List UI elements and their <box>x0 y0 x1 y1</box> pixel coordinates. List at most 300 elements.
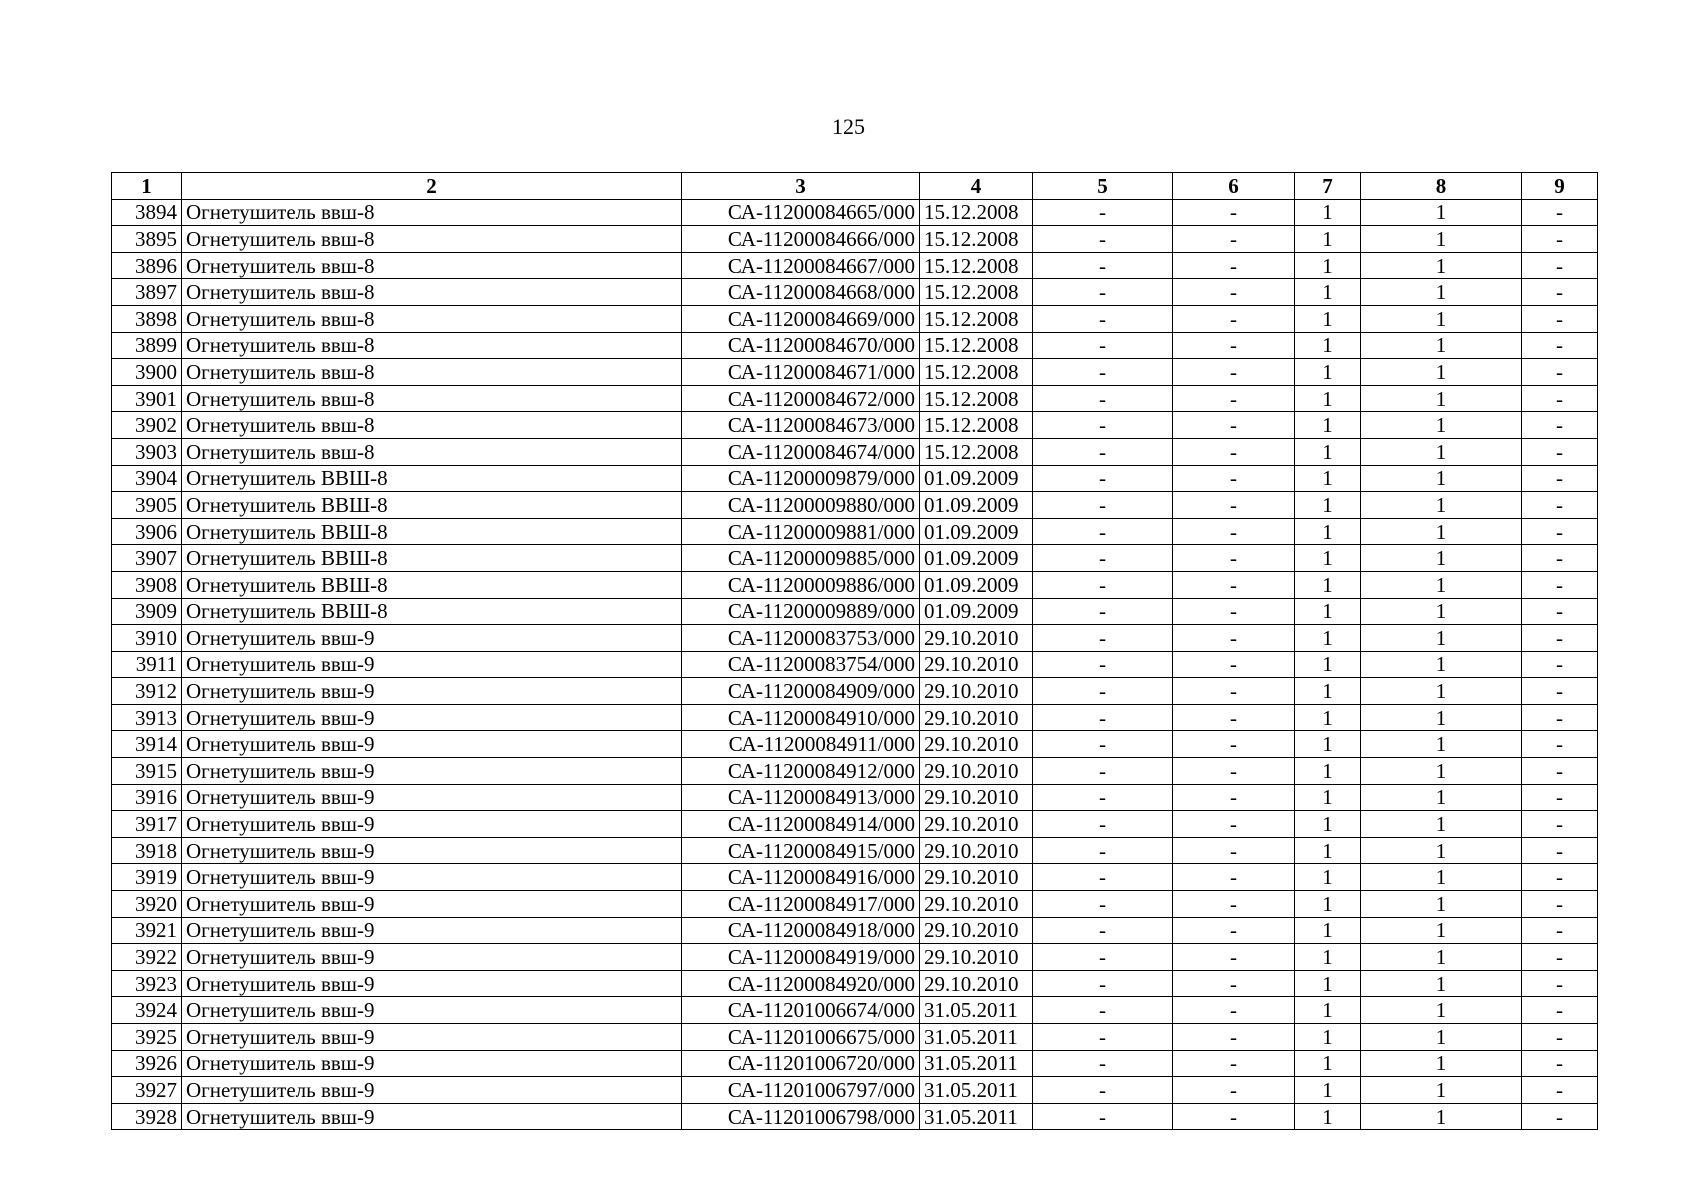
table-cell-col-5: - <box>1033 784 1173 811</box>
table-cell-col-3: СА-11200084669/000 <box>682 305 920 332</box>
table-cell-col-5: - <box>1033 359 1173 386</box>
table-cell-col-8: 1 <box>1361 811 1522 838</box>
table-cell-col-6: - <box>1173 678 1295 705</box>
table-cell-col-8: 1 <box>1361 970 1522 997</box>
column-header-1: 1 <box>112 173 182 200</box>
column-header-8: 8 <box>1361 173 1522 200</box>
table-cell-col-8: 1 <box>1361 1103 1522 1130</box>
table-cell-col-5: - <box>1033 1024 1173 1051</box>
table-cell-col-5: - <box>1033 970 1173 997</box>
table-cell-col-8: 1 <box>1361 571 1522 598</box>
table-cell-col-2: Огнетушитель ввш-8 <box>182 332 682 359</box>
table-cell-col-2: Огнетушитель ввш-9 <box>182 1050 682 1077</box>
table-cell-col-1: 3897 <box>112 279 182 306</box>
table-cell-col-8: 1 <box>1361 944 1522 971</box>
table-cell-col-7: 1 <box>1295 1103 1361 1130</box>
table-cell-col-3: СА-11201006720/000 <box>682 1050 920 1077</box>
table-cell-col-9: - <box>1522 811 1598 838</box>
table-cell-col-7: 1 <box>1295 704 1361 731</box>
table-cell-col-2: Огнетушитель ввш-9 <box>182 1103 682 1130</box>
table-cell-col-7: 1 <box>1295 678 1361 705</box>
table-cell-col-8: 1 <box>1361 864 1522 891</box>
table-cell-col-3: СА-11200084668/000 <box>682 279 920 306</box>
table-cell-col-8: 1 <box>1361 651 1522 678</box>
table-cell-col-2: Огнетушитель ввш-9 <box>182 917 682 944</box>
table-cell-col-1: 3899 <box>112 332 182 359</box>
table-cell-col-4: 29.10.2010 <box>920 864 1033 891</box>
table-row <box>112 864 1598 891</box>
table-cell-col-9: - <box>1522 305 1598 332</box>
inventory-table <box>111 172 1598 1130</box>
table-cell-col-6: - <box>1173 465 1295 492</box>
table-cell-col-6: - <box>1173 385 1295 412</box>
table-cell-col-3: СА-11200009881/000 <box>682 518 920 545</box>
table-cell-col-1: 3896 <box>112 252 182 279</box>
table-cell-col-1: 3925 <box>112 1024 182 1051</box>
table-cell-col-4: 15.12.2008 <box>920 226 1033 253</box>
table-cell-col-6: - <box>1173 811 1295 838</box>
table-cell-col-2: Огнетушитель ввш-8 <box>182 412 682 439</box>
table-cell-col-9: - <box>1522 944 1598 971</box>
table-cell-col-6: - <box>1173 438 1295 465</box>
table-cell-col-7: 1 <box>1295 625 1361 652</box>
table-cell-col-1: 3918 <box>112 837 182 864</box>
table-cell-col-8: 1 <box>1361 758 1522 785</box>
table-cell-col-8: 1 <box>1361 545 1522 572</box>
table-cell-col-7: 1 <box>1295 864 1361 891</box>
table-cell-col-2: Огнетушитель ввш-9 <box>182 678 682 705</box>
table-cell-col-1: 3927 <box>112 1077 182 1104</box>
table-cell-col-4: 15.12.2008 <box>920 199 1033 226</box>
table-cell-col-4: 29.10.2010 <box>920 704 1033 731</box>
table-cell-col-1: 3920 <box>112 891 182 918</box>
table-row <box>112 545 1598 572</box>
table-cell-col-5: - <box>1033 199 1173 226</box>
table-cell-col-3: СА-11200084665/000 <box>682 199 920 226</box>
table-cell-col-2: Огнетушитель ввш-9 <box>182 944 682 971</box>
table-cell-col-9: - <box>1522 1024 1598 1051</box>
table-cell-col-2: Огнетушитель ввш-8 <box>182 385 682 412</box>
table-cell-col-5: - <box>1033 305 1173 332</box>
table-cell-col-4: 29.10.2010 <box>920 917 1033 944</box>
table-cell-col-8: 1 <box>1361 704 1522 731</box>
table-body <box>112 199 1598 1130</box>
table-cell-col-5: - <box>1033 518 1173 545</box>
table-row <box>112 1024 1598 1051</box>
table-cell-col-6: - <box>1173 758 1295 785</box>
table-cell-col-5: - <box>1033 412 1173 439</box>
table-cell-col-2: Огнетушитель ВВШ-8 <box>182 518 682 545</box>
table-row <box>112 651 1598 678</box>
table-cell-col-5: - <box>1033 704 1173 731</box>
table-cell-col-7: 1 <box>1295 465 1361 492</box>
table-cell-col-9: - <box>1522 678 1598 705</box>
table-cell-col-7: 1 <box>1295 651 1361 678</box>
table-cell-col-9: - <box>1522 651 1598 678</box>
table-cell-col-8: 1 <box>1361 279 1522 306</box>
table-cell-col-7: 1 <box>1295 438 1361 465</box>
table-cell-col-6: - <box>1173 1024 1295 1051</box>
table-cell-col-6: - <box>1173 279 1295 306</box>
table-cell-col-2: Огнетушитель ввш-9 <box>182 997 682 1024</box>
table-row <box>112 1050 1598 1077</box>
table-cell-col-2: Огнетушитель ввш-9 <box>182 758 682 785</box>
table-cell-col-4: 01.09.2009 <box>920 571 1033 598</box>
header-row <box>112 173 1598 200</box>
table-cell-col-9: - <box>1522 704 1598 731</box>
table-cell-col-1: 3923 <box>112 970 182 997</box>
table-cell-col-8: 1 <box>1361 598 1522 625</box>
table-cell-col-4: 01.09.2009 <box>920 545 1033 572</box>
table-cell-col-3: СА-11200084671/000 <box>682 359 920 386</box>
table-cell-col-9: - <box>1522 598 1598 625</box>
table-cell-col-9: - <box>1522 997 1598 1024</box>
table-cell-col-8: 1 <box>1361 1050 1522 1077</box>
table-cell-col-8: 1 <box>1361 252 1522 279</box>
table-cell-col-3: СА-11200084915/000 <box>682 837 920 864</box>
table-cell-col-4: 01.09.2009 <box>920 465 1033 492</box>
table-cell-col-9: - <box>1522 784 1598 811</box>
table-cell-col-1: 3917 <box>112 811 182 838</box>
table-row <box>112 279 1598 306</box>
table-cell-col-9: - <box>1522 1077 1598 1104</box>
table-row <box>112 731 1598 758</box>
table-cell-col-7: 1 <box>1295 359 1361 386</box>
table-cell-col-7: 1 <box>1295 199 1361 226</box>
table-cell-col-5: - <box>1033 1077 1173 1104</box>
table-cell-col-4: 15.12.2008 <box>920 412 1033 439</box>
table-cell-col-9: - <box>1522 465 1598 492</box>
table-row <box>112 997 1598 1024</box>
table-cell-col-8: 1 <box>1361 385 1522 412</box>
table-cell-col-8: 1 <box>1361 1077 1522 1104</box>
table-cell-col-4: 15.12.2008 <box>920 332 1033 359</box>
table-row <box>112 758 1598 785</box>
table-cell-col-1: 3914 <box>112 731 182 758</box>
table-cell-col-3: СА-11200083754/000 <box>682 651 920 678</box>
table-cell-col-9: - <box>1522 518 1598 545</box>
table-cell-col-6: - <box>1173 944 1295 971</box>
table-cell-col-9: - <box>1522 731 1598 758</box>
table-cell-col-1: 3900 <box>112 359 182 386</box>
table-cell-col-1: 3926 <box>112 1050 182 1077</box>
table-row <box>112 226 1598 253</box>
table-cell-col-3: СА-11200009889/000 <box>682 598 920 625</box>
table-row <box>112 252 1598 279</box>
table-cell-col-9: - <box>1522 385 1598 412</box>
table-cell-col-4: 29.10.2010 <box>920 837 1033 864</box>
table-cell-col-3: СА-11200084672/000 <box>682 385 920 412</box>
table-cell-col-3: СА-11200084670/000 <box>682 332 920 359</box>
table-cell-col-3: СА-11200084666/000 <box>682 226 920 253</box>
table-cell-col-1: 3901 <box>112 385 182 412</box>
table-cell-col-7: 1 <box>1295 598 1361 625</box>
table-cell-col-1: 3919 <box>112 864 182 891</box>
table-cell-col-2: Огнетушитель ВВШ-8 <box>182 571 682 598</box>
table-cell-col-7: 1 <box>1295 385 1361 412</box>
table-cell-col-7: 1 <box>1295 944 1361 971</box>
table-cell-col-2: Огнетушитель ввш-9 <box>182 970 682 997</box>
table-cell-col-7: 1 <box>1295 997 1361 1024</box>
table-cell-col-8: 1 <box>1361 492 1522 519</box>
table-cell-col-4: 29.10.2010 <box>920 970 1033 997</box>
table-cell-col-8: 1 <box>1361 625 1522 652</box>
table-cell-col-1: 3895 <box>112 226 182 253</box>
table-cell-col-2: Огнетушитель ввш-8 <box>182 252 682 279</box>
table-cell-col-8: 1 <box>1361 1024 1522 1051</box>
table-cell-col-5: - <box>1033 625 1173 652</box>
table-cell-col-7: 1 <box>1295 332 1361 359</box>
table-cell-col-3: СА-11200084912/000 <box>682 758 920 785</box>
table-cell-col-2: Огнетушитель ввш-9 <box>182 864 682 891</box>
table-cell-col-1: 3912 <box>112 678 182 705</box>
table-row <box>112 1103 1598 1130</box>
table-cell-col-2: Огнетушитель ВВШ-8 <box>182 545 682 572</box>
table-cell-col-3: СА-11200009885/000 <box>682 545 920 572</box>
table-cell-col-9: - <box>1522 252 1598 279</box>
table-cell-col-9: - <box>1522 545 1598 572</box>
table-cell-col-2: Огнетушитель ввш-8 <box>182 226 682 253</box>
table-cell-col-3: СА-11201006797/000 <box>682 1077 920 1104</box>
table-cell-col-6: - <box>1173 864 1295 891</box>
table-cell-col-1: 3928 <box>112 1103 182 1130</box>
table-cell-col-3: СА-11200084909/000 <box>682 678 920 705</box>
table-cell-col-5: - <box>1033 571 1173 598</box>
table-cell-col-4: 15.12.2008 <box>920 252 1033 279</box>
table-cell-col-7: 1 <box>1295 1024 1361 1051</box>
table-cell-col-5: - <box>1033 279 1173 306</box>
column-header-7: 7 <box>1295 173 1361 200</box>
table-cell-col-7: 1 <box>1295 305 1361 332</box>
table-cell-col-6: - <box>1173 784 1295 811</box>
table-cell-col-1: 3913 <box>112 704 182 731</box>
table-row <box>112 412 1598 439</box>
table-cell-col-4: 01.09.2009 <box>920 518 1033 545</box>
table-cell-col-9: - <box>1522 625 1598 652</box>
table-cell-col-3: СА-11200009880/000 <box>682 492 920 519</box>
table-cell-col-8: 1 <box>1361 465 1522 492</box>
table-cell-col-8: 1 <box>1361 412 1522 439</box>
table-cell-col-1: 3904 <box>112 465 182 492</box>
table-cell-col-5: - <box>1033 678 1173 705</box>
table-cell-col-4: 29.10.2010 <box>920 944 1033 971</box>
table-cell-col-5: - <box>1033 1050 1173 1077</box>
table-cell-col-6: - <box>1173 226 1295 253</box>
table-cell-col-4: 31.05.2011 <box>920 1050 1033 1077</box>
table-cell-col-8: 1 <box>1361 359 1522 386</box>
table-cell-col-6: - <box>1173 1077 1295 1104</box>
table-cell-col-8: 1 <box>1361 997 1522 1024</box>
table-cell-col-6: - <box>1173 970 1295 997</box>
table-cell-col-7: 1 <box>1295 811 1361 838</box>
table-cell-col-4: 31.05.2011 <box>920 1024 1033 1051</box>
table-cell-col-5: - <box>1033 758 1173 785</box>
table-row <box>112 970 1598 997</box>
table-cell-col-4: 29.10.2010 <box>920 678 1033 705</box>
table-cell-col-4: 15.12.2008 <box>920 279 1033 306</box>
table-cell-col-7: 1 <box>1295 571 1361 598</box>
table-row <box>112 944 1598 971</box>
table-cell-col-5: - <box>1033 864 1173 891</box>
table-cell-col-5: - <box>1033 731 1173 758</box>
table-cell-col-3: СА-11200084917/000 <box>682 891 920 918</box>
table-cell-col-3: СА-11200009886/000 <box>682 571 920 598</box>
table-cell-col-3: СА-11200009879/000 <box>682 465 920 492</box>
column-header-9: 9 <box>1522 173 1598 200</box>
table-cell-col-3: СА-11200084918/000 <box>682 917 920 944</box>
table-cell-col-8: 1 <box>1361 438 1522 465</box>
table-cell-col-9: - <box>1522 891 1598 918</box>
table-cell-col-2: Огнетушитель ввш-8 <box>182 359 682 386</box>
table-cell-col-8: 1 <box>1361 891 1522 918</box>
table-cell-col-4: 29.10.2010 <box>920 784 1033 811</box>
table-cell-col-2: Огнетушитель ввш-8 <box>182 438 682 465</box>
table-cell-col-5: - <box>1033 917 1173 944</box>
table-cell-col-8: 1 <box>1361 332 1522 359</box>
table-cell-col-6: - <box>1173 412 1295 439</box>
table-cell-col-3: СА-11200084910/000 <box>682 704 920 731</box>
table-cell-col-9: - <box>1522 917 1598 944</box>
table-cell-col-5: - <box>1033 651 1173 678</box>
table-cell-col-4: 31.05.2011 <box>920 997 1033 1024</box>
table-cell-col-6: - <box>1173 917 1295 944</box>
table-cell-col-1: 3905 <box>112 492 182 519</box>
table-cell-col-3: СА-11201006674/000 <box>682 997 920 1024</box>
table-cell-col-7: 1 <box>1295 545 1361 572</box>
table-cell-col-9: - <box>1522 199 1598 226</box>
table-cell-col-3: СА-11200084673/000 <box>682 412 920 439</box>
table-cell-col-5: - <box>1033 492 1173 519</box>
table-cell-col-6: - <box>1173 1103 1295 1130</box>
table-cell-col-8: 1 <box>1361 518 1522 545</box>
table-cell-col-9: - <box>1522 279 1598 306</box>
table-cell-col-6: - <box>1173 359 1295 386</box>
table-cell-col-6: - <box>1173 518 1295 545</box>
table-cell-col-4: 29.10.2010 <box>920 891 1033 918</box>
table-cell-col-2: Огнетушитель ввш-8 <box>182 279 682 306</box>
table-cell-col-7: 1 <box>1295 518 1361 545</box>
table-cell-col-1: 3911 <box>112 651 182 678</box>
table-cell-col-1: 3922 <box>112 944 182 971</box>
table-cell-col-1: 3921 <box>112 917 182 944</box>
table-cell-col-4: 15.12.2008 <box>920 385 1033 412</box>
table-row <box>112 465 1598 492</box>
table-cell-col-8: 1 <box>1361 226 1522 253</box>
table-cell-col-8: 1 <box>1361 731 1522 758</box>
table-cell-col-3: СА-11200084914/000 <box>682 811 920 838</box>
table-cell-col-2: Огнетушитель ввш-9 <box>182 837 682 864</box>
table-cell-col-2: Огнетушитель ВВШ-8 <box>182 492 682 519</box>
table-cell-col-6: - <box>1173 598 1295 625</box>
table-cell-col-2: Огнетушитель ввш-9 <box>182 1024 682 1051</box>
table-cell-col-2: Огнетушитель ввш-9 <box>182 1077 682 1104</box>
table-cell-col-5: - <box>1033 891 1173 918</box>
table-row <box>112 917 1598 944</box>
table-cell-col-1: 3903 <box>112 438 182 465</box>
table-cell-col-5: - <box>1033 545 1173 572</box>
table-row <box>112 518 1598 545</box>
table-cell-col-6: - <box>1173 651 1295 678</box>
table-cell-col-1: 3902 <box>112 412 182 439</box>
table-cell-col-2: Огнетушитель ввш-8 <box>182 305 682 332</box>
page-number: 125 <box>832 114 865 139</box>
table-cell-col-7: 1 <box>1295 279 1361 306</box>
table-cell-col-7: 1 <box>1295 1077 1361 1104</box>
table-cell-col-2: Огнетушитель ввш-9 <box>182 731 682 758</box>
table-cell-col-2: Огнетушитель ввш-9 <box>182 651 682 678</box>
table-cell-col-1: 3898 <box>112 305 182 332</box>
table-cell-col-3: СА-11201006675/000 <box>682 1024 920 1051</box>
table-cell-col-7: 1 <box>1295 412 1361 439</box>
table-cell-col-4: 31.05.2011 <box>920 1077 1033 1104</box>
table-cell-col-6: - <box>1173 704 1295 731</box>
table-cell-col-9: - <box>1522 758 1598 785</box>
table-row <box>112 571 1598 598</box>
table-cell-col-9: - <box>1522 226 1598 253</box>
table-cell-col-9: - <box>1522 412 1598 439</box>
table-cell-col-4: 29.10.2010 <box>920 731 1033 758</box>
table-cell-col-9: - <box>1522 492 1598 519</box>
table-row <box>112 492 1598 519</box>
table-row <box>112 678 1598 705</box>
column-header-2: 2 <box>182 173 682 200</box>
table-cell-col-1: 3910 <box>112 625 182 652</box>
table-cell-col-3: СА-11200084916/000 <box>682 864 920 891</box>
table-cell-col-5: - <box>1033 944 1173 971</box>
table-cell-col-1: 3924 <box>112 997 182 1024</box>
table-cell-col-6: - <box>1173 252 1295 279</box>
table-cell-col-5: - <box>1033 997 1173 1024</box>
table-row <box>112 438 1598 465</box>
table-cell-col-5: - <box>1033 465 1173 492</box>
table-row <box>112 385 1598 412</box>
table-cell-col-2: Огнетушитель ВВШ-8 <box>182 465 682 492</box>
column-header-6: 6 <box>1173 173 1295 200</box>
table-cell-col-8: 1 <box>1361 305 1522 332</box>
table-cell-col-4: 01.09.2009 <box>920 492 1033 519</box>
table-cell-col-8: 1 <box>1361 199 1522 226</box>
table-cell-col-3: СА-11200084667/000 <box>682 252 920 279</box>
table-cell-col-2: Огнетушитель ввш-9 <box>182 891 682 918</box>
table-cell-col-5: - <box>1033 811 1173 838</box>
table-cell-col-7: 1 <box>1295 1050 1361 1077</box>
table-cell-col-3: СА-11201006798/000 <box>682 1103 920 1130</box>
table-row <box>112 332 1598 359</box>
table-cell-col-2: Огнетушитель ввш-9 <box>182 784 682 811</box>
table-cell-col-3: СА-11200083753/000 <box>682 625 920 652</box>
table-cell-col-1: 3907 <box>112 545 182 572</box>
table-cell-col-9: - <box>1522 571 1598 598</box>
table-cell-col-8: 1 <box>1361 678 1522 705</box>
table-cell-col-4: 29.10.2010 <box>920 758 1033 785</box>
table-cell-col-7: 1 <box>1295 837 1361 864</box>
table-row <box>112 1077 1598 1104</box>
table-cell-col-7: 1 <box>1295 252 1361 279</box>
table-cell-col-1: 3906 <box>112 518 182 545</box>
table-cell-col-5: - <box>1033 226 1173 253</box>
column-header-5: 5 <box>1033 173 1173 200</box>
table-cell-col-9: - <box>1522 1103 1598 1130</box>
table-cell-col-4: 01.09.2009 <box>920 598 1033 625</box>
table-cell-col-1: 3909 <box>112 598 182 625</box>
table-cell-col-5: - <box>1033 385 1173 412</box>
table-cell-col-6: - <box>1173 1050 1295 1077</box>
table-cell-col-3: СА-11200084920/000 <box>682 970 920 997</box>
table-cell-col-1: 3894 <box>112 199 182 226</box>
table-cell-col-7: 1 <box>1295 758 1361 785</box>
table-cell-col-5: - <box>1033 438 1173 465</box>
table-cell-col-6: - <box>1173 997 1295 1024</box>
